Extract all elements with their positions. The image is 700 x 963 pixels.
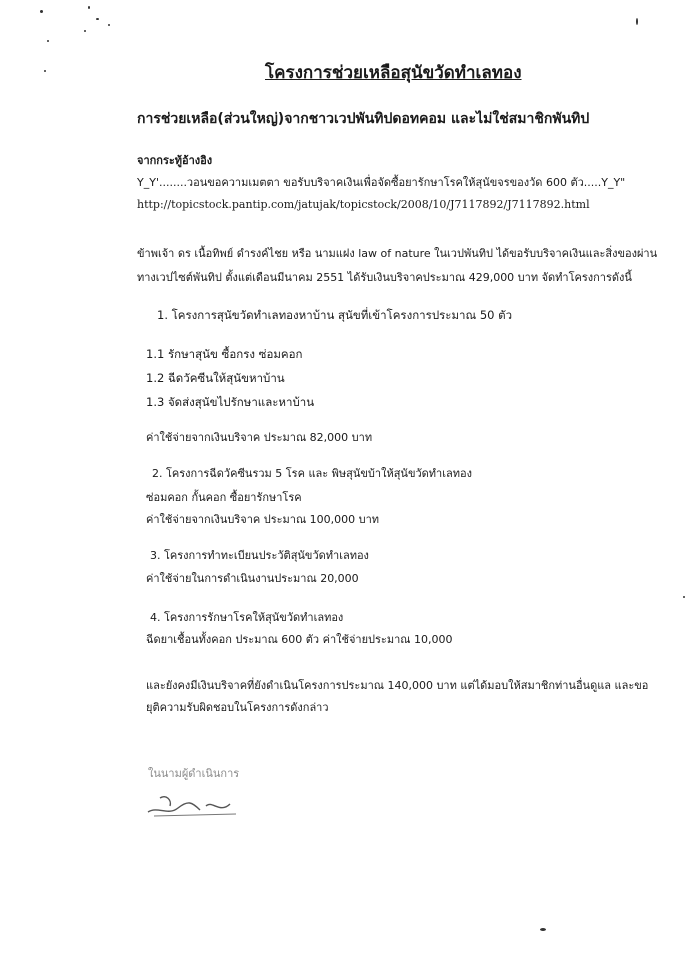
project1-item: 1.3 จัดส่งสุนัขไปรักษาและหาบ้าน (146, 395, 315, 409)
project1-cost: ค่าใช้จ่ายจากเงินบริจาค ประมาณ 82,000 บาท (146, 431, 373, 444)
signature-caption: ในนามผู้ดำเนินการ (148, 767, 240, 780)
project2-detail: ซ่อมคอก กั้นคอก ซื้อยารักษาโรค (146, 491, 302, 504)
project2-cost: ค่าใช้จ่ายจากเงินบริจาค ประมาณ 100,000 บาท (146, 513, 380, 526)
source-url: http://topicstock.pantip.com/jatujak/topicstock/2008/10/J7117892/J7117892.html (137, 198, 590, 211)
scan-speck (96, 18, 99, 20)
project3-heading: 3. โครงการทำทะเบียนประวัติสุนัขวัดทำเลทอง (150, 549, 369, 562)
project3-cost: ค่าใช้จ่ายในการดำเนินงานประมาณ 20,000 (146, 572, 359, 585)
project1-item: 1.2 ฉีดวัคซีนให้สุนัขหาบ้าน (146, 371, 285, 385)
document-title: โครงการช่วยเหลือสุนัขวัดทำเลทอง (265, 63, 522, 83)
scan-speck (683, 596, 685, 598)
project1-item: 1.1 รักษาสุนัข ซื้อกรง ซ่อมคอก (146, 347, 303, 361)
scan-speck (40, 10, 43, 13)
scan-speck (88, 6, 90, 9)
closing-line-2: ยุติความรับผิดชอบในโครงการดังกล่าว (146, 701, 329, 714)
project1-heading: 1. โครงการสุนัขวัดทำเลทองหาบ้าน สุนัขที่เข้าโครงการประมาณ 50 ตัว (157, 308, 513, 322)
closing-line-1: และยังคงมีเงินบริจาคที่ยังดำเนินโครงการประมาณ 140,000 บาท แต่ได้มอบให้สมาชิกท่านอื่นดูแล และขอ (146, 679, 649, 692)
project2-heading: 2. โครงการฉีดวัคซีนรวม 5 โรค และ พิษสุนัขบ้าให้สุนัขวัดทำเลทอง (152, 467, 472, 480)
source-label: จากกระทู้อ้างอิง (137, 154, 213, 167)
handwritten-signature (140, 786, 250, 826)
project4-detail: ฉีดยาเชื้อนทั้งคอก ประมาณ 600 ตัว ค่าใช้จ่ายประมาณ 10,000 (146, 633, 453, 646)
scan-speck (636, 18, 638, 25)
scan-speck (108, 24, 110, 26)
project4-heading: 4. โครงการรักษาโรคให้สุนัขวัดทำเลทอง (150, 611, 344, 624)
intro-line-2: ทางเวปไซต์พันทิป ตั้งแต่เดือนมีนาคม 2551 ได้รับเงินบริจาคประมาณ 429,000 บาท จัดทำโครงการดังนี้ (137, 271, 632, 284)
source-topic: Y_Y'........วอนขอความเมตตา ขอรับบริจาคเงินเพื่อจัดซื้อยารักษาโรคให้สุนัขจรของวัด 600 ตัว.....Y_Y" (137, 176, 626, 189)
scan-speck (44, 70, 46, 72)
intro-line-1: ข้าพเจ้า ดร เนื้อทิพย์ ดำรงค์ไชย หรือ นามแฝง law of nature ในเวปพันทิป ได้ขอรับบริจาคเงินและสิ่งของผ่าน (137, 247, 658, 260)
document-subtitle: การช่วยเหลือ(ส่วนใหญ่)จากชาวเวปพันทิปดอทคอม และไม่ใช่สมาชิกพันทิป (137, 111, 590, 127)
scan-speck (84, 30, 86, 32)
scan-speck (47, 40, 49, 42)
scan-speck (540, 928, 546, 931)
